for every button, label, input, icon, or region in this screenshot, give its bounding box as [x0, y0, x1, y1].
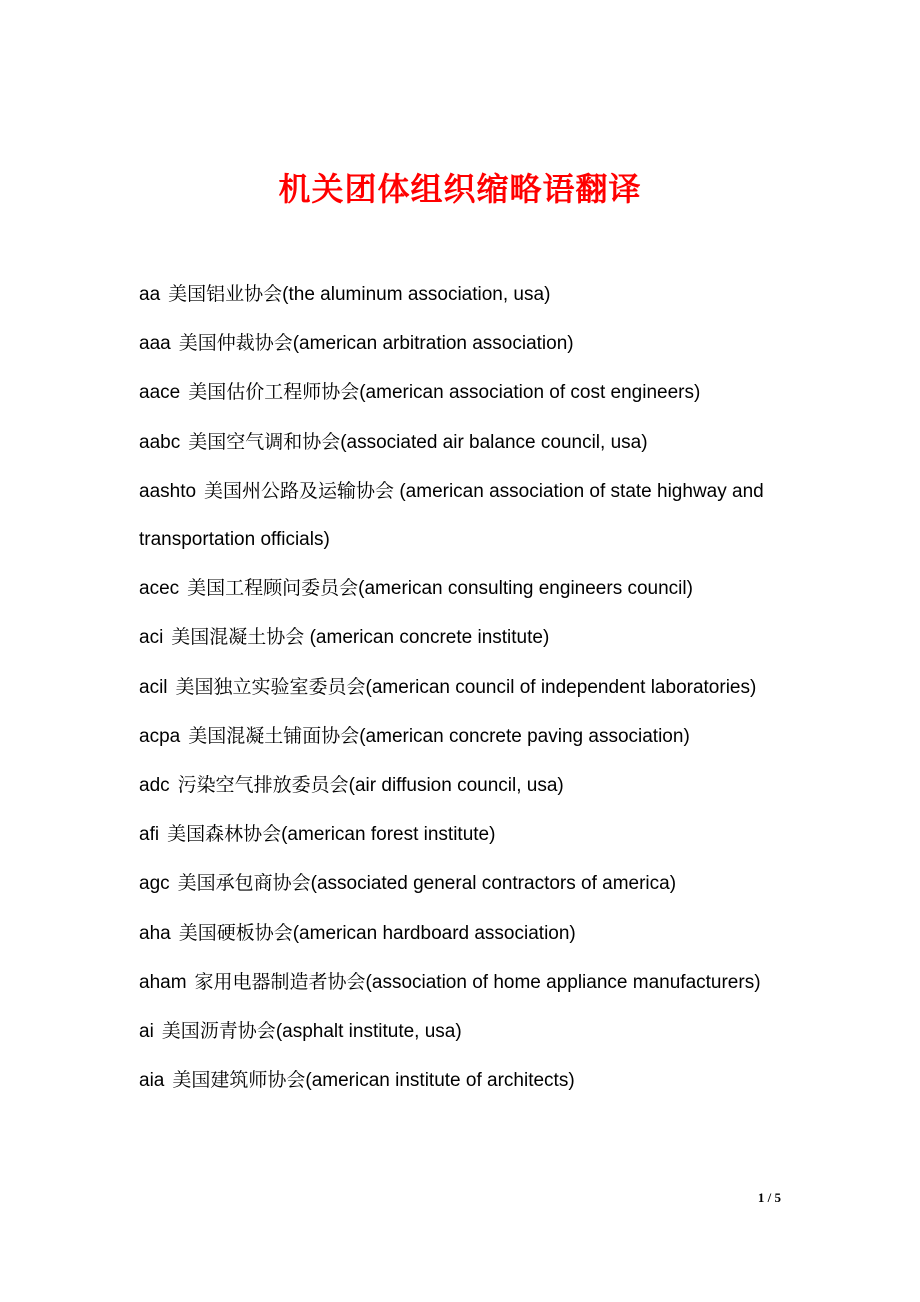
entry-chinese-name: 家用电器制造者协会 [194, 970, 366, 993]
entry-abbreviation: acil [139, 676, 168, 698]
entry-abbreviation: acpa [139, 725, 181, 747]
entry-chinese-name: 美国森林协会 [167, 823, 282, 846]
entry-english-name: (american consulting engineers council) [358, 578, 693, 600]
entry-abbreviation: afi [139, 824, 160, 846]
page-number: 1 / 5 [757, 1190, 781, 1205]
list-item [139, 810, 789, 859]
entry-english-name: (american concrete institute) [304, 627, 550, 649]
entry-abbreviation: aabc [139, 431, 181, 453]
entry-english-name: (air diffusion council, usa) [348, 775, 564, 797]
entry-chinese-name: 美国铝业协会 [168, 283, 283, 305]
entry-english-name: (american arbitration association) [292, 333, 574, 355]
entry-abbreviation: aia [139, 1070, 165, 1092]
list-item [139, 712, 789, 761]
entry-chinese-name: 美国承包商协会 [177, 872, 311, 895]
entry-chinese-name: 美国空气调和协会 [188, 430, 341, 453]
entry-abbreviation: acec [139, 578, 180, 600]
entry-chinese-name: 美国州公路及运输协会 [204, 479, 395, 502]
entry-chinese-name: 美国混凝土协会 [171, 626, 305, 649]
entry-chinese-name: 美国混凝土铺面协会 [188, 724, 360, 747]
entry-chinese-name: 美国仲裁协会 [178, 332, 293, 355]
list-item [139, 958, 789, 1007]
list-item [139, 467, 789, 564]
entry-english-name: (american council of independent laboratories) [365, 676, 757, 698]
entry-abbreviation: agc [139, 873, 170, 895]
entry-english-name: (the aluminum association, usa) [282, 284, 551, 305]
entry-chinese-name: 美国工程顾问委员会 [187, 577, 359, 600]
entry-english-name: (american hardboard association) [292, 922, 576, 944]
entry-english-name: (american association of state highway and transportation officials) [139, 480, 764, 551]
entry-english-name: (american forest institute) [281, 824, 496, 846]
entry-abbreviation: ai [139, 1021, 154, 1043]
entry-abbreviation: adc [139, 775, 170, 797]
list-item [139, 418, 789, 467]
entry-chinese-name: 污染空气排放委员会 [177, 774, 349, 797]
list-item [139, 663, 789, 712]
entry-english-name: (associated general contractors of america) [310, 873, 677, 895]
entry-english-name: (american association of cost engineers) [359, 382, 701, 404]
entry-abbreviation: aace [139, 382, 181, 404]
list-item [139, 270, 789, 319]
entry-english-name: (american concrete paving association) [359, 725, 690, 747]
list-item [139, 1007, 789, 1056]
list-item [139, 613, 789, 662]
entry-abbreviation: aaa [139, 333, 171, 355]
list-item [139, 319, 789, 368]
entry-chinese-name: 美国沥青协会 [161, 1020, 276, 1043]
entry-chinese-name: 美国建筑师协会 [172, 1069, 306, 1092]
entry-english-name: (american institute of architects) [305, 1070, 575, 1092]
entry-list [139, 270, 789, 1105]
entry-abbreviation: aashto [139, 480, 197, 502]
entry-abbreviation: aham [139, 971, 187, 993]
list-item [139, 1056, 789, 1105]
list-item [139, 368, 789, 417]
entry-chinese-name: 美国硬板协会 [178, 921, 293, 944]
entry-abbreviation: aci [139, 627, 164, 649]
entry-abbreviation: aa [139, 284, 161, 305]
list-item [139, 761, 789, 810]
entry-abbreviation: aha [139, 922, 171, 944]
list-item [139, 859, 789, 908]
list-item [139, 564, 789, 613]
entry-chinese-name: 美国估价工程师协会 [188, 381, 360, 404]
entry-english-name: (association of home appliance manufacturers) [365, 971, 761, 993]
entry-english-name: (asphalt institute, usa) [275, 1021, 462, 1043]
list-item [139, 909, 789, 958]
entry-english-name: (associated air balance council, usa) [340, 431, 648, 453]
entry-chinese-name: 美国独立实验室委员会 [175, 675, 366, 698]
page-title: 机关团体组织缩略语翻译 [278, 170, 642, 209]
